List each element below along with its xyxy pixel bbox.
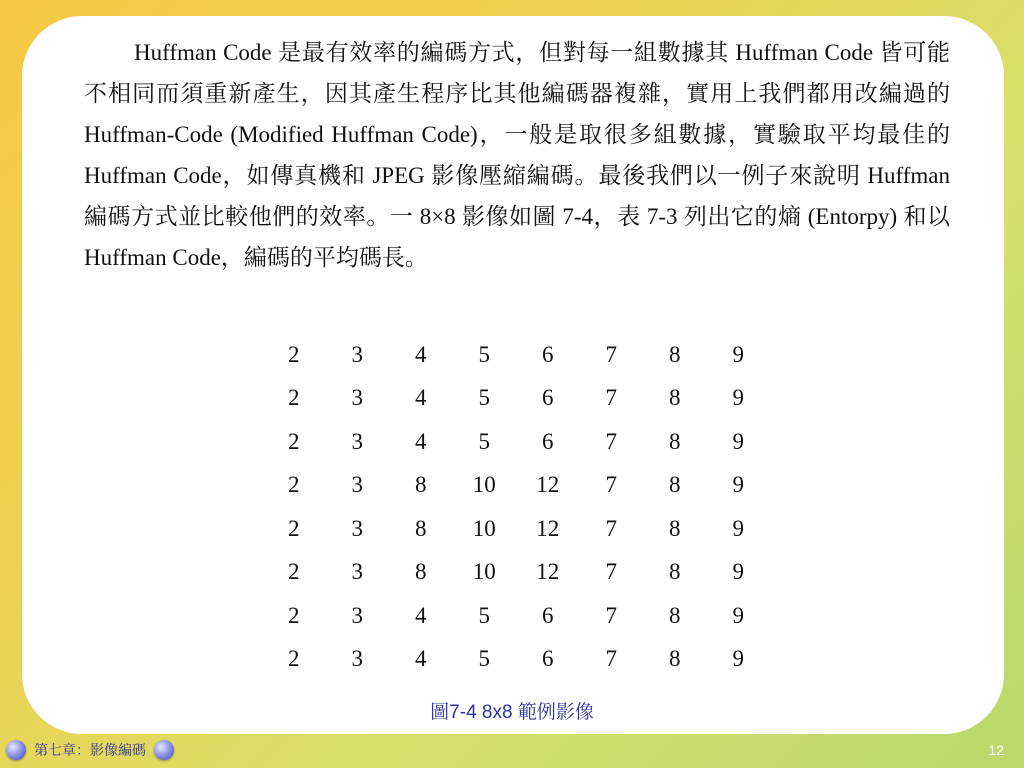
matrix-cell: 7 (605, 559, 617, 585)
matrix-cell: 4 (415, 428, 427, 454)
chapter-label: 第七章：影像編碼 (34, 743, 146, 759)
matrix-cell: 8 (415, 515, 427, 541)
matrix-cell: 10 (472, 515, 496, 541)
matrix-cell: 5 (478, 341, 490, 367)
matrix-cell: 8 (669, 428, 681, 454)
matrix-row (262, 333, 770, 377)
matrix-cell: 4 (415, 341, 427, 367)
matrix-cell: 3 (351, 472, 363, 498)
matrix-cell: 7 (605, 515, 617, 541)
matrix-cell: 2 (288, 428, 300, 454)
matrix-cell: 8 (669, 341, 681, 367)
matrix-row (262, 377, 770, 421)
matrix-cell: 6 (542, 428, 554, 454)
matrix-cell: 4 (415, 602, 427, 628)
matrix-cell: 2 (288, 341, 300, 367)
matrix-cell: 8 (415, 472, 427, 498)
matrix-cell: 5 (478, 428, 490, 454)
matrix-cell: 9 (732, 515, 744, 541)
matrix-cell: 8 (669, 559, 681, 585)
matrix-cell: 8 (669, 602, 681, 628)
matrix-cell: 3 (351, 646, 363, 672)
matrix-cell: 10 (472, 559, 496, 585)
matrix-cell: 6 (542, 646, 554, 672)
matrix-cell: 9 (732, 602, 744, 628)
matrix-cell: 5 (478, 646, 490, 672)
matrix-cell: 2 (288, 559, 300, 585)
matrix-cell: 6 (542, 385, 554, 411)
matrix-row (262, 464, 770, 508)
bullet-orb-icon (6, 740, 26, 760)
matrix-cell: 8 (669, 472, 681, 498)
footer-left (6, 738, 174, 762)
matrix-cell: 7 (605, 428, 617, 454)
matrix-cell: 3 (351, 515, 363, 541)
matrix-cell: 2 (288, 646, 300, 672)
matrix-cell: 8 (669, 515, 681, 541)
matrix-cell: 3 (351, 385, 363, 411)
matrix-cell: 8 (415, 559, 427, 585)
matrix-cell: 3 (351, 559, 363, 585)
matrix-cell: 9 (732, 472, 744, 498)
matrix-cell: 7 (605, 385, 617, 411)
matrix-cell: 7 (605, 341, 617, 367)
matrix-cell: 7 (605, 602, 617, 628)
matrix-cell: 6 (542, 602, 554, 628)
matrix-cell: 2 (288, 602, 300, 628)
matrix-cell: 3 (351, 341, 363, 367)
matrix-cell: 4 (415, 646, 427, 672)
matrix-row (262, 507, 770, 551)
matrix-cell: 3 (351, 428, 363, 454)
matrix-cell: 5 (478, 602, 490, 628)
matrix-cell: 4 (415, 385, 427, 411)
matrix-cell: 9 (732, 559, 744, 585)
matrix-cell: 6 (542, 341, 554, 367)
matrix-cell: 8 (669, 646, 681, 672)
matrix-cell: 7 (605, 472, 617, 498)
matrix-cell: 2 (288, 515, 300, 541)
matrix-cell: 12 (536, 515, 560, 541)
matrix-row (262, 594, 770, 638)
matrix-cell: 2 (288, 472, 300, 498)
matrix-cell: 5 (478, 385, 490, 411)
body-paragraph: Huffman Code 是最有效率的編碼方式，但對每一組數據其 Huffman Code 皆可能不相同而須重新產生，因其產生程序比其他編碼器複雜，實用上我們都用改編過的 Huffman-Code (Modified Huffman Code)，一般是取很多組數據，實驗取平均最佳的 Huffman Code，如傳真機和 JPEG 影像壓縮編碼。最後我們以一例子來說明 Huffman 編碼方式並比較他們的效率。一 8×8 影像如圖 7-4，表 7-3 列出它的熵 (Entorpy) 和以 Huffman Code，編碼的平均碼長。 (84, 40, 950, 270)
image-matrix-table (262, 333, 770, 681)
matrix-row (262, 420, 770, 464)
matrix-cell: 12 (536, 559, 560, 585)
matrix-cell: 2 (288, 385, 300, 411)
figure-caption: 圖7-4 8x8 範例影像 (430, 702, 594, 723)
matrix-cell: 12 (536, 472, 560, 498)
matrix-cell: 9 (732, 341, 744, 367)
matrix-cell: 7 (605, 646, 617, 672)
matrix-cell: 8 (669, 385, 681, 411)
matrix-row (262, 638, 770, 682)
page-number: 12 (988, 742, 1004, 758)
matrix-cell: 9 (732, 385, 744, 411)
matrix-cell: 9 (732, 428, 744, 454)
matrix-cell: 9 (732, 646, 744, 672)
matrix-row (262, 551, 770, 595)
matrix-cell: 10 (472, 472, 496, 498)
matrix-cell: 3 (351, 602, 363, 628)
bullet-orb-icon (154, 740, 174, 760)
